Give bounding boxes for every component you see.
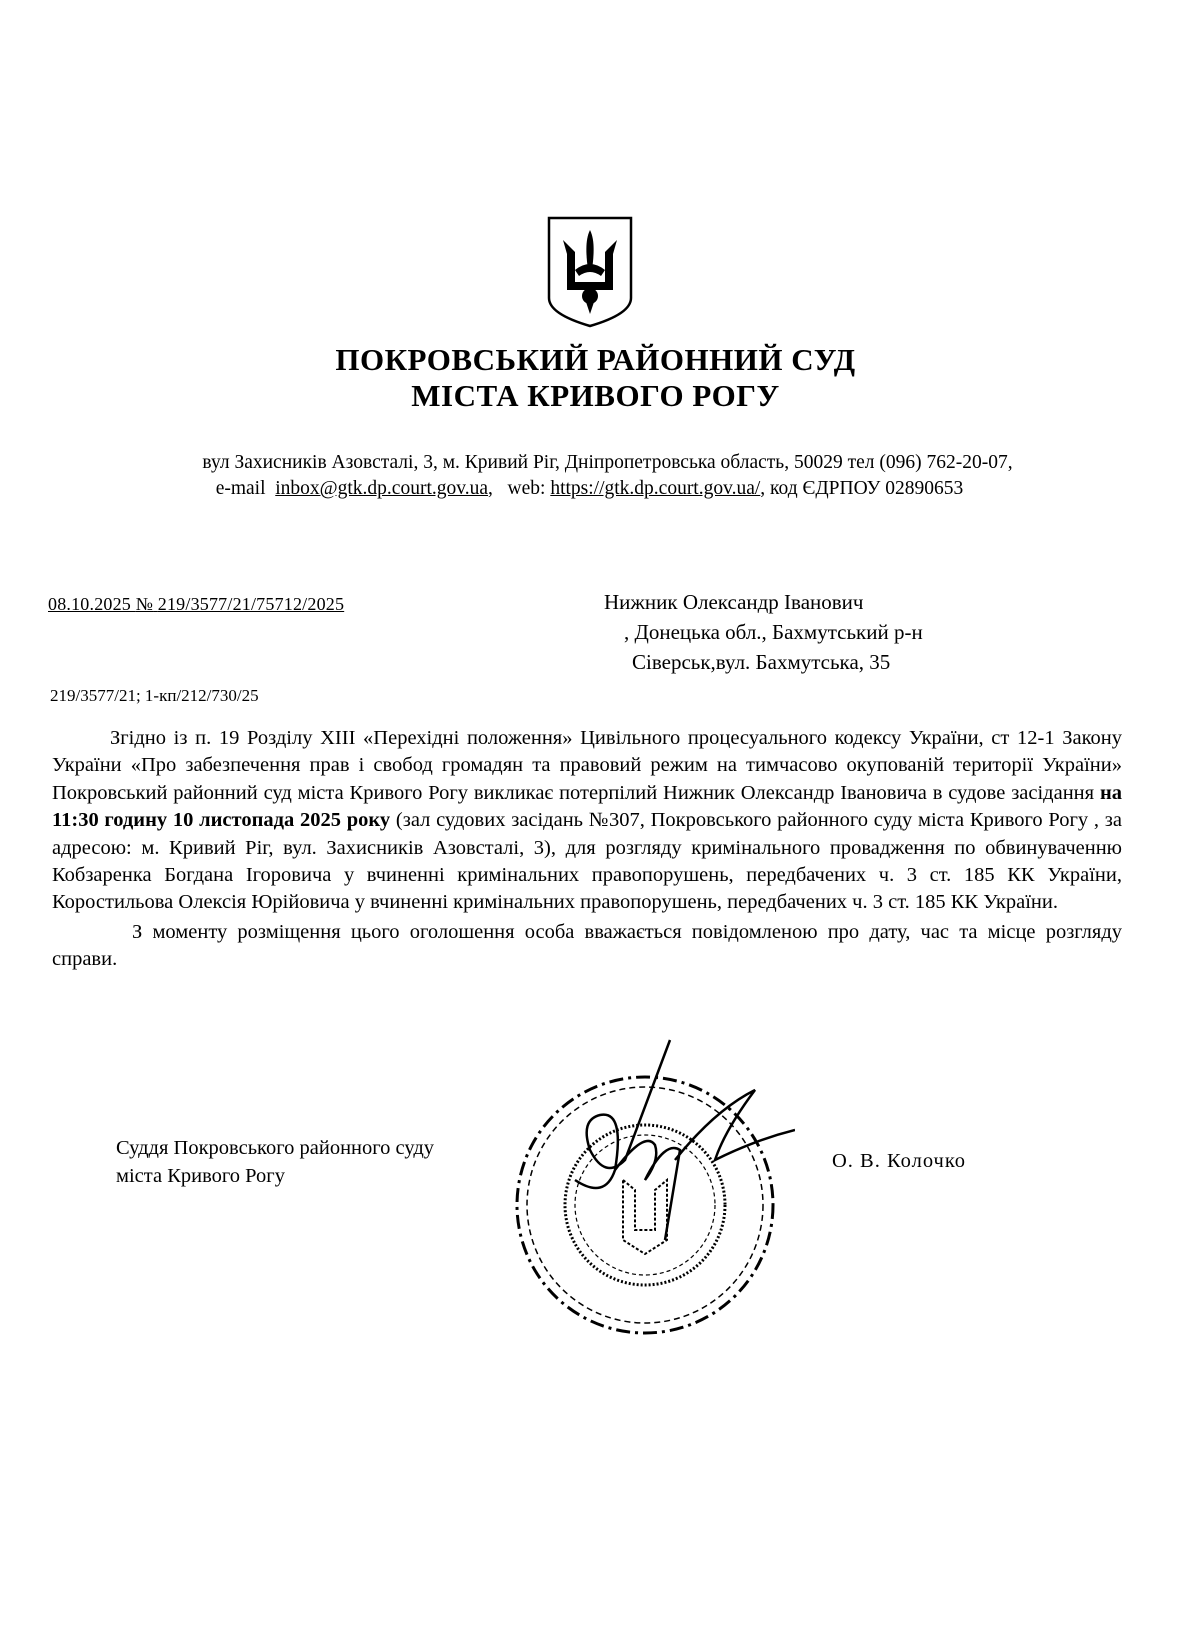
judge-title-line1: Суддя Покровського районного суду: [116, 1137, 435, 1159]
hearing-datetime: на 11:30 годину 10 листопада 2025 року: [52, 781, 1122, 832]
judge-title-line2: міста Кривого Рогу: [116, 1165, 285, 1187]
judge-name: О. В. Колочко: [832, 1150, 967, 1172]
web-label: web: [507, 478, 541, 499]
paragraph-1-text: Згідно із п. 19 Розділу XIII «Перехідні положення» Цивільного процесуального кодексу України, ст 12-1 Закону України «Про забезпечення прав і свобод громадян та правовий режим на тимчасово окупованій території України» Покровський районний суд міста Кривого Рогу викликає потерпілий Нижник Олександр Івановича в судове засідання: [52, 727, 1122, 804]
court-name-line1: ПОКРОВСЬКИЙ РАЙОННИЙ СУД: [335, 342, 856, 377]
edrpou-code: код ЄДРПОУ 02890653: [770, 478, 964, 499]
outgoing-date: 08.10.2025: [48, 594, 131, 614]
number-sign: №: [135, 594, 154, 614]
outgoing-reference: [48, 594, 344, 615]
judge-title: [116, 1134, 434, 1190]
summons-paragraph-2: З моменту розміщення цього оголошення особа вважається повідомленою про дату, час та місце розгляду справи.: [52, 920, 1122, 971]
case-reference: 219/3577/21; 1-кп/212/730/25: [50, 686, 259, 705]
court-contacts: e-mail inbox@gtk.dp.court.gov.ua, web: https://gtk.dp.court.gov.ua/, код ЄДРПОУ 02890653: [215, 478, 964, 499]
court-name-line2: МІСТА КРИВОГО РОГУ: [411, 378, 780, 413]
outgoing-number: 219/3577/21/75712/2025: [157, 594, 345, 614]
web-link[interactable]: https://gtk.dp.court.gov.ua/: [550, 478, 761, 499]
recipient-address-line1: , Донецька обл., Бахмутський р-н: [624, 620, 923, 644]
paragraph-1-text-cont: (зал судових засідань №307, Покровського районного суду міста Кривого Рогу , за адресою: м. Кривий Ріг, вул. Захисників Азовсталі, 3), для розгляду кримінального провадження по обвинуваченню Кобзаренка Богдана Ігоровича у вчиненні кримінальних правопорушень, передбачених ч. 3 ст. 185 КК України, Коростильова Олексія Юрійовича у вчиненні кримінальних правопорушень, передбачених ч. 3 ст. 185 КК України.: [52, 809, 1122, 914]
recipient-address-line2: Сіверськ,вул. Бахмутська, 35: [632, 650, 891, 674]
email-link[interactable]: inbox@gtk.dp.court.gov.ua: [275, 478, 489, 499]
round-court-seal-icon: [495, 1030, 795, 1340]
tryzub-coat-of-arms-icon: [545, 210, 635, 330]
recipient-name: Нижник Олександр Іванович: [604, 590, 864, 614]
court-address: вул Захисників Азовсталі, 3, м. Кривий Ріг, Дніпропетровська область, 50029 тел (096) 762-20-07,: [202, 452, 1013, 473]
email-label: e-mail: [215, 478, 266, 499]
summons-paragraph-1: [52, 725, 1122, 917]
summons-body: [52, 725, 1122, 974]
handwritten-signature-icon: [575, 1040, 795, 1240]
